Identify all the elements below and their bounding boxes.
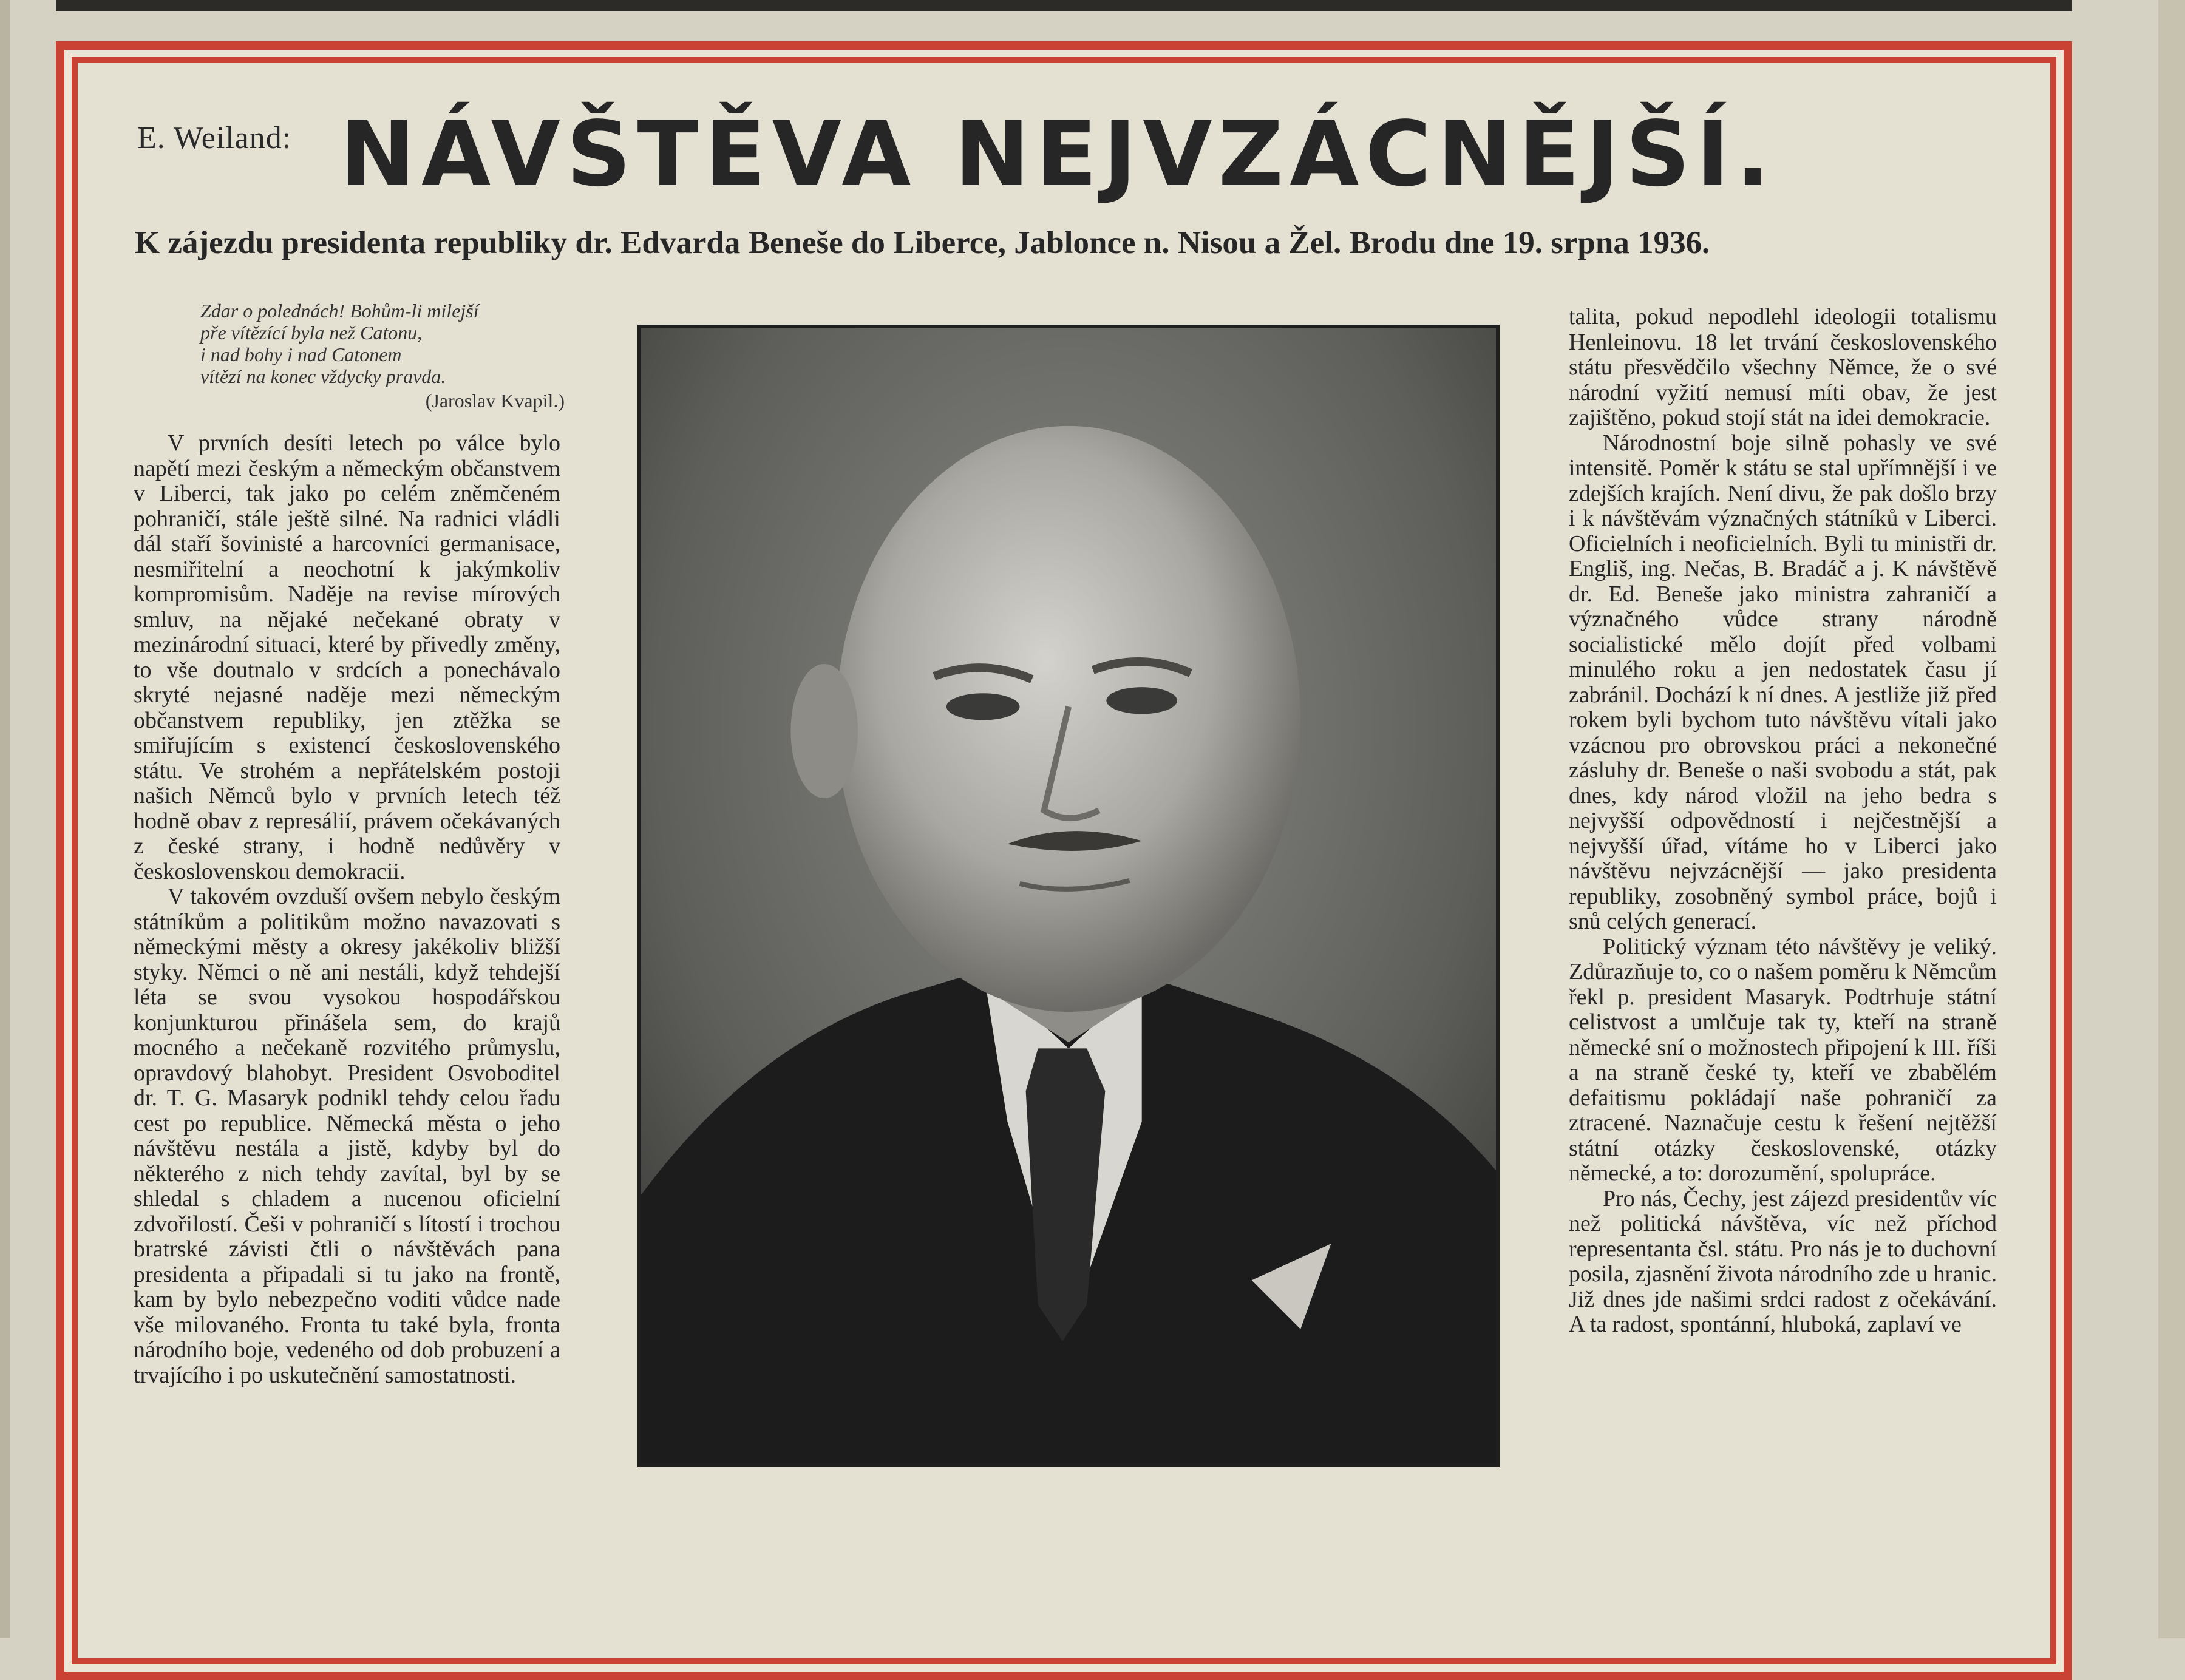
portrait-image xyxy=(641,328,1496,1463)
epigraph-attribution: (Jaroslav Kvapil.) xyxy=(425,390,565,412)
paragraph: Národnostní boje silně pohasly ve své intensitě. Poměr k státu se stal upřímnější i ve zdejších krajích. Není divu, že pak došlo brzy i k návštěvám význačných státníků v Liberci. Oficielních i neoficielních. Byli tu ministři dr. Engliš, ing. Nečas, B. Bradáč a j. K návštěvě dr. Ed. Beneše jako ministra zahraničí a význačného vůdce strany národně socialistické mělo dojít před volbami minulého roku a jen nedostatek času jí zabránil. Dochází k ní dnes. A jestliže již před rokem byli bychom tuto návštěvu vítali jako vzácnou pro obrovskou práci a nekonečné zásluhy dr. Beneše o naši svobodu a stát, pak dnes, kdy národ vložil na jeho bedra s nejvyšší odpovědností i nejčestnější a nejvyšší úřad, vítáme ho v Liberci jako návštěvu nejvzácnější — jako presidenta republiky, zosobněný symbol práce, bojů i snů celých generací. xyxy=(1569,430,1997,934)
paragraph: Pro nás, Čechy, jest zájezd presidentův víc než politická návštěva, víc než příchod representanta čsl. státu. Pro nás je to duchovní posila, zjasnění života národního zde u hranic. Již dnes jde našimi srdci radost z očekávání. A ta radost, spontánní, hluboká, zaplaví ve xyxy=(1569,1185,1997,1337)
author-byline: E. Weiland: xyxy=(137,121,292,155)
page-edge-right xyxy=(2158,0,2185,1638)
epigraph xyxy=(200,300,565,412)
epigraph-line: vítězí na konec vždycky pravda. xyxy=(200,365,446,387)
paragraph: Politický význam této návštěvy je veliký. Zdůrazňuje to, co o našem poměru k Němcům řekl p. president Masaryk. Podtrhuje státní celistvost a umlčuje tak ty, kteří na straně německé sní o možnostech připojení k III. říši a na straně české ty, kteří ve zbabělém defaitismu pokládají naše pohraničí za ztracené. Naznačuje cestu k řešení nejtěžší státní otázky československé, otázky německé, a to: dorozumění, spolupráce. xyxy=(1569,933,1997,1186)
left-column xyxy=(134,431,560,1388)
top-rule xyxy=(56,0,2072,11)
paragraph: V prvních desíti letech po válce bylo napětí mezi českým a německým občanstvem v Liberci, tak jako po celém zněmčeném pohraničí, stále ještě silné. Na radnici vládli dál staří šovinisté a harcovníci germanisace, nesmiřitelní a neochotní k jakýmkoliv kompromisům. Naděje na revise mírových smluv, na nějaké nečekané obraty v mezinárodní situaci, které by přivedly změny, to vše doutnalo v srdcích a ponechávalo skryté nejasné naděje mezi německým občanstvem republiky, jen ztěžka se smiřujícím s existencí československého státu. Ve strohém a nepřátelském postoji našich Němců bylo v prvních letech též hodně obav z represálií, právem očekávaných z české strany, i hodně nedůvěry v československou demokracii. xyxy=(134,430,560,884)
epigraph-line: i nad bohy i nad Catonem xyxy=(200,344,402,365)
article-subtitle: K zájezdu presidenta republiky dr. Edvarda Beneše do Liberce, Jablonce n. Nisou a Žel. Brodu dne 19. srpna 1936. xyxy=(135,225,1710,260)
epigraph-line: pře vítězící byla než Catonu, xyxy=(200,322,423,344)
epigraph-line: Zdar o polednách! Bohům-li milejší xyxy=(200,300,479,322)
right-column xyxy=(1569,305,1997,1338)
article-headline: NÁVŠTĚVA NEJVZÁCNĚJŠÍ. xyxy=(340,102,1776,206)
paragraph: V takovém ovzduší ovšem nebylo českým státníkům a politikům možno navazovati s německými městy a okresy jakékoliv bližší styky. Němci o ně ani nestáli, když tehdejší léta se svou vysokou hospodářskou konjunkturou přinášela sem, do krajů mocného a nečekaně rozvitého průmyslu, opravdový blahobyt. President Osvoboditel dr. T. G. Masaryk podnikl tehdy celou řadu cest po republice. Německá města o jeho návštěvu nestála a jistě, kdyby byl do některého z nich tehdy zavítal, byl by se shledal s chladem a nucenou oficielní zdvořilostí. Češi v pohraničí s lítostí i trochou bratrské závisti čtli o návštěvách pana presidenta a připadali si tu jako na frontě, kam by bylo nebezpečno voditi vůdce nade vše milovaného. Fronta tu také byla, fronta národního boje, vedeného od dob probuzení a trvajícího i po uskutečnění samostatnosti. xyxy=(134,884,560,1388)
portrait-photo xyxy=(637,325,1500,1467)
page-edge-left xyxy=(0,0,10,1638)
paragraph: talita, pokud nepodlehl ideologii totalismu Henleinovu. 18 let trvání československého státu přesvědčilo všechny Němce, že o své národní vyžití nemusí míti obav, že jest zajištěno, pokud stojí stát na idei demokracie. xyxy=(1569,304,1997,430)
